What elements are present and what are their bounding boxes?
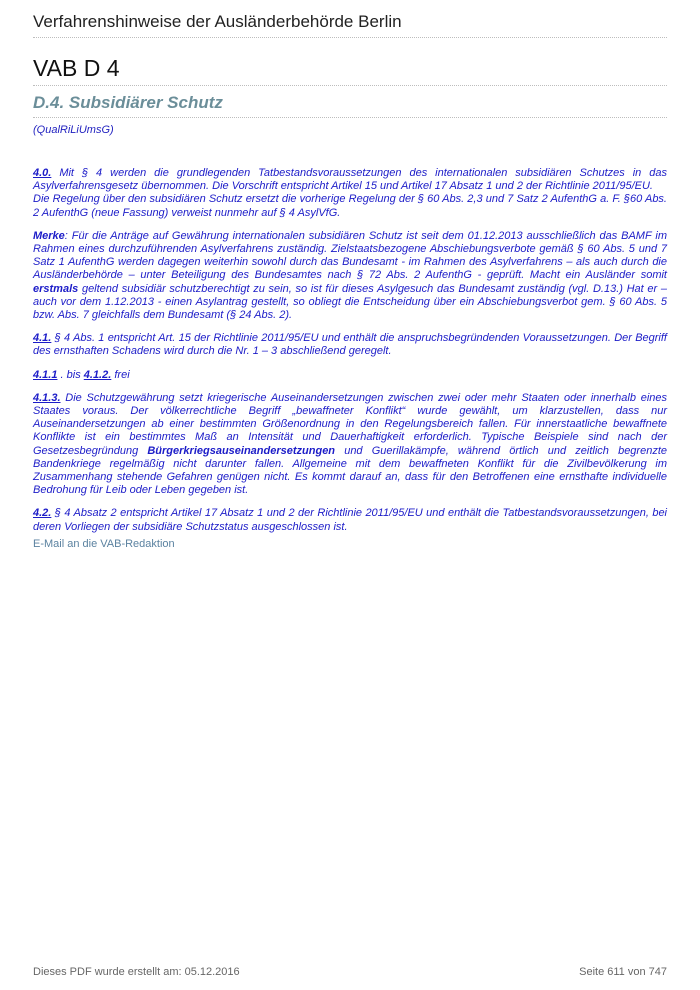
section-link-4-1[interactable]: 4.1. [33,332,52,345]
section-link-4-1-3[interactable]: 4.1.3. [33,391,61,404]
paragraph-text: § 4 Absatz 2 entspricht Artikel 17 Absatz 1 und 2 der Richtlinie 2011/95/EU und enthält die Tatbestandsvoraussetzungen, bei deren Vorliegen der subsidiäre Schutzstatus ausgeschlossen ist. [33,507,667,533]
paragraph-text: Mit § 4 werden die grundlegenden Tatbestandsvoraussetzungen des internationalen subsidiären Schutzes in das Asylverfahrensgesetz übernommen. Die Vorschrift entspricht Artikel 15 und Artikel 17 Absatz 1 und 2 der Richtlinie 2011/95/EU. [33,167,667,193]
paragraph-text: geltend subsidiär schutzberechtigt zu sein, so ist für dieses Asylgesuch das Bundesamt zuständig (vgl. D.13.) Hat er – auch vor dem 1.12.2013 - einen Asylantrag gestellt, so obliegt die Entscheidung über ein Abschiebungsverbot gem. § 60 Abs. 5 bzw. Abs. 7 gleichfalls dem Bundesamt (§ 24 Abs. 2). [33,282,667,322]
section-link-4-1-1[interactable]: 4.1.1 [33,368,58,381]
divider [33,117,667,118]
paragraph-text: Die Schutzgewährung setzt kriegerische Auseinandersetzungen zwischen zwei oder mehr Staaten oder innerhalb eines Staates voraus. Der völkerrechtliche Begriff „bewaffneter Konflikt“ wurde gewählt, um klarzustellen, dass nur Auseinandersetzungen ab einer bestimmten Größenordnung in den Regelungsbereich fallen. Für innerstaatliche bewaffnete Konflikte ist ein bestimmtes Maß an Intensität und Dauerhaftigkeit erforderlich. Typische Beispiele sind nach der Gesetzesbegründung [33,391,667,457]
paragraph-text: . bis [57,368,84,381]
doc-title: VAB D 4 [33,55,120,81]
paragraph-4-1-3 [33,392,667,498]
paragraph-text: § 4 Abs. 1 entspricht Art. 15 der Richtlinie 2011/95/EU und enthält die anspruchsbegründenden Voraussetzungen. Der Begriff des ernsthaften Schadens wird durch die Nr. 1 – 3 abschließend geregelt. [33,332,667,358]
paragraph-text: : Für die Anträge auf Gewährung internationalen subsidiären Schutz ist seit dem 01.12.2013 ausschließlich das BAMF im Rahmen eines durchzuführenden Asylverfahrens zuständig. Zielstaatsbezogene Abschiebungsverbote gemäß § 60 Abs. 5 und 7 Satz 1 AufenthG werden dagegen weiterhin sowohl durch das Bundesamt - im Rahmen des Asylverfahrens – als auch durch die Ausländerbehörde – unter Beteiligung des Bundesamtes nach § 72 Abs. 2 AufenthG - geprüft. Macht ein Ausländer somit [33,229,667,282]
paragraph-merke [33,230,667,322]
paragraph-4-1-1 [33,369,667,382]
section-link-4-2[interactable]: 4.2. [33,507,52,520]
paragraph-text: frei [111,368,130,381]
footer-created-date: Dieses PDF wurde erstellt am: 05.12.2016 [33,966,240,978]
site-title: Verfahrenshinweise der Ausländerbehörde Berlin [33,12,402,31]
paragraph-text: und Guerillakämpfe, während örtlich und zeitlich begrenzte Bandenkriege regelmäßig nicht darunter fallen. Allgemeine mit dem bewaffneten Konflikt für die Zivilbevölkerung im Zusammenhang stehende Gefahren genügen nicht. Es kommt darauf an, dass für den Betroffenen eine ernsthafte individuelle Bedrohung für Leib oder Leben gegeben ist. [33,444,668,497]
section-link-4-1-2[interactable]: 4.1.2. [83,368,112,381]
merke-label: Merke [33,229,65,242]
paragraph-4-2 [33,507,667,533]
emphasis-text: Bürgerkriegsauseinandersetzungen [147,444,336,457]
section-link-4-0[interactable]: 4.0. [33,167,52,179]
divider [33,85,667,86]
content [33,167,667,550]
paragraph-text: Die Regelung über den subsidiären Schutz ersetzt die vorherige Regelung der § 60 Abs. 2,3 und 7 Satz 2 AufenthG a. F. §60 Abs. 2 AufenthG (neue Fassung) verweist nunmehr auf § 4 AsylVfG. [33,193,667,219]
divider [33,37,667,38]
footer-page-number: Seite 611 von 747 [579,966,667,978]
email-editor-link[interactable]: E-Mail an die VAB-Redaktion [33,537,175,550]
law-reference: (QualRiLiUmsG) [33,124,114,136]
paragraph-4-1 [33,332,667,358]
emphasis-text: erstmals [33,282,79,295]
section-title: D.4. Subsidiärer Schutz [33,93,223,112]
paragraph-4-0 [33,167,667,220]
